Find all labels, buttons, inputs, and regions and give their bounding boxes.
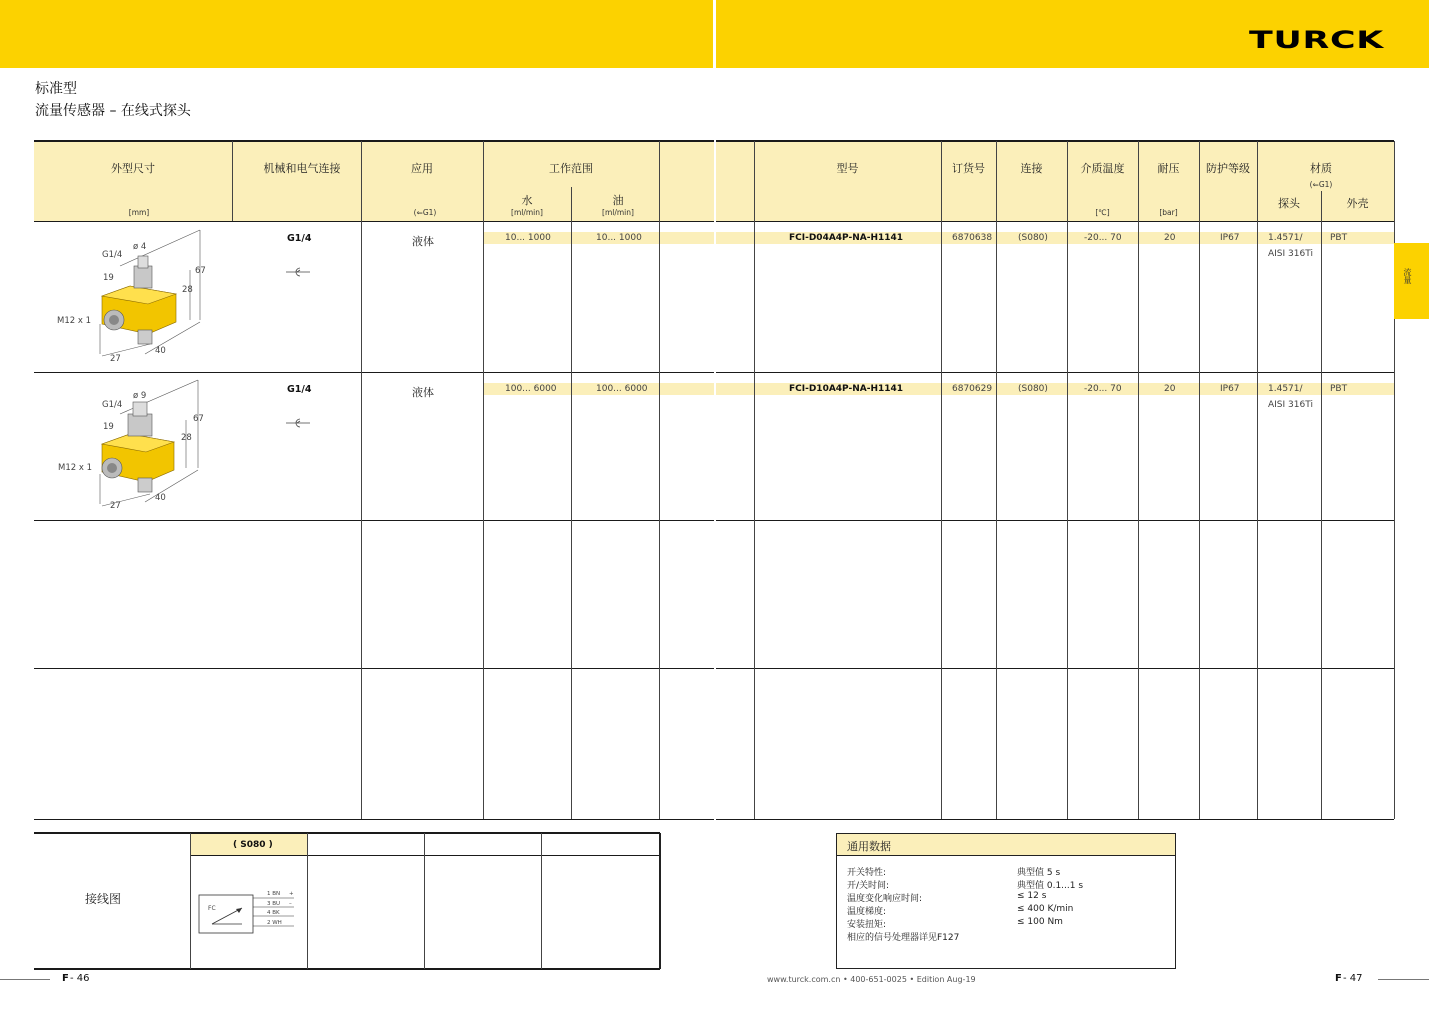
- row2-model: FCI-D10A4P-NA-H1141: [789, 384, 904, 394]
- gd-key-2: 温度变化响应时间:: [847, 894, 923, 904]
- col-divider: [996, 141, 997, 819]
- row1-order: 6870638: [952, 233, 993, 243]
- row2-water: 100... 6000: [505, 384, 557, 394]
- rule: [34, 668, 714, 669]
- general-data-title: 通用数据: [847, 840, 891, 853]
- rule: [34, 372, 714, 373]
- row1-thread: G1/4: [287, 233, 312, 244]
- dim-d-1: ø 4: [133, 242, 147, 252]
- col-divider: [1199, 141, 1200, 819]
- header-application-sub: (⇐G1): [413, 208, 437, 217]
- page-subtitle: 流量传感器 – 在线式探头: [35, 103, 191, 119]
- col-divider: [424, 833, 425, 969]
- header-material-sub: (⇐G1): [1309, 180, 1333, 189]
- col-divider: [571, 187, 572, 819]
- header-range: 工作范围: [549, 162, 593, 175]
- col-divider: [483, 141, 484, 819]
- gd-key-4: 安装扭矩:: [847, 920, 887, 930]
- wiring-pin-2: 2 WH: [267, 920, 282, 926]
- dim-a-1: 19: [103, 273, 114, 283]
- footer-right-prefix: F: [1335, 973, 1342, 984]
- rule: [34, 832, 660, 834]
- header-connection: 机械和电气连接: [263, 162, 341, 175]
- rule: [716, 221, 1394, 222]
- col-divider: [1321, 191, 1322, 819]
- dim-h1-2: 67: [193, 414, 204, 424]
- row1-probe2: AISI 316Ti: [1268, 249, 1313, 259]
- row1-oil: 10... 1000: [596, 233, 642, 243]
- dim-g-2: G1/4: [102, 400, 123, 410]
- wiring-code: ( S080 ): [233, 840, 273, 850]
- footer-url: www.turck.com.cn • 400-651-0025 • Edition Aug-19: [767, 975, 976, 984]
- rule: [716, 520, 1394, 521]
- header-dimensions-unit: [mm]: [128, 208, 150, 217]
- row2-probe2: AISI 316Ti: [1268, 400, 1313, 410]
- turck-logo: TURCK: [1249, 26, 1384, 54]
- row1-app: 液体: [412, 235, 434, 248]
- row2-app: 液体: [412, 386, 434, 399]
- wiring-pin-3-sign: –: [289, 901, 292, 907]
- header-order: 订货号: [952, 162, 985, 175]
- col-divider: [1067, 141, 1068, 819]
- rule: [34, 968, 660, 970]
- header-water: 水: [521, 194, 533, 207]
- gd-key-1: 开/关时间:: [847, 881, 890, 891]
- header-application: 应用: [411, 162, 433, 175]
- row2-thread: G1/4: [287, 384, 312, 395]
- row2-housing: PBT: [1330, 384, 1348, 394]
- dim-w1-2: 27: [110, 501, 121, 511]
- col-divider: [541, 833, 542, 969]
- dim-w1-1: 27: [110, 354, 121, 364]
- header-oil: 油: [612, 194, 624, 207]
- footer-rule: [1378, 979, 1429, 980]
- dim-g-1: G1/4: [102, 250, 123, 260]
- dim-w2-2: 40: [155, 493, 166, 503]
- dim-w2-1: 40: [155, 346, 166, 356]
- side-tab-label: 流量: [1403, 268, 1412, 284]
- dim-d-2: ø 9: [133, 391, 147, 401]
- col-divider: [1257, 141, 1258, 819]
- page-title: 标准型: [35, 81, 77, 97]
- header-pressure-unit: [bar]: [1159, 208, 1178, 217]
- gd-val-2: ≤ 12 s: [1017, 891, 1047, 901]
- header-oil-unit: [ml/min]: [602, 208, 634, 217]
- wiring-fc: FC: [208, 905, 216, 912]
- wiring-pin-1-sign: +: [289, 891, 294, 897]
- rule: [190, 855, 660, 856]
- row2-conn: (S080): [1018, 384, 1048, 394]
- col-divider: [754, 141, 755, 819]
- col-divider: [659, 833, 661, 969]
- rule: [716, 140, 1394, 142]
- rule: [34, 520, 714, 521]
- rule: [34, 221, 714, 222]
- header-temp-unit: [℃]: [1095, 208, 1110, 217]
- col-divider: [659, 141, 660, 819]
- dim-a-2: 19: [103, 422, 114, 432]
- rule: [716, 668, 1394, 669]
- wiring-label: 接线图: [85, 892, 122, 906]
- row1-ip: IP67: [1220, 233, 1240, 243]
- rule: [34, 819, 714, 820]
- row1-model: FCI-D04A4P-NA-H1141: [789, 233, 904, 243]
- footer-left-page: - 46: [70, 973, 90, 984]
- header-water-unit: [ml/min]: [511, 208, 543, 217]
- gd-key-3: 温度梯度:: [847, 907, 887, 917]
- rule: [716, 372, 1394, 373]
- header-protection: 防护等级: [1206, 162, 1250, 175]
- wiring-pin-4: 4 BK: [267, 910, 280, 916]
- gd-val-3: ≤ 400 K/min: [1017, 904, 1074, 914]
- col-divider: [190, 833, 191, 969]
- col-divider: [1138, 141, 1139, 819]
- flow-symbol-icon: [286, 263, 310, 282]
- dim-m-1: M12 x 1: [57, 316, 91, 326]
- header-housing: 外壳: [1346, 197, 1369, 210]
- row2-temp: -20... 70: [1084, 384, 1122, 394]
- footer-rule: [0, 979, 50, 980]
- col-divider: [307, 833, 308, 969]
- row1-temp: -20... 70: [1084, 233, 1122, 243]
- header-temp: 介质温度: [1080, 162, 1125, 175]
- wiring-pin-1: 1 BN: [267, 891, 281, 897]
- dim-h1-1: 67: [195, 266, 206, 276]
- dim-m-2: M12 x 1: [58, 463, 92, 473]
- gd-val-1: 典型值 0.1...1 s: [1017, 881, 1084, 891]
- row2-oil: 100... 6000: [596, 384, 648, 394]
- flow-symbol-icon: [286, 414, 310, 433]
- row1-water: 10... 1000: [505, 233, 551, 243]
- gd-key-5: 相应的信号处理器详见F127: [847, 933, 960, 943]
- gd-val-4: ≤ 100 Nm: [1017, 917, 1063, 927]
- row2-pressure: 20: [1164, 384, 1176, 394]
- dim-h2-2: 28: [181, 433, 192, 443]
- top-band-left: [0, 0, 713, 68]
- dim-h2-1: 28: [182, 285, 193, 295]
- row2-probe1: 1.4571/: [1268, 384, 1303, 394]
- gd-val-0: 典型值 5 s: [1017, 868, 1061, 878]
- row2-ip: IP67: [1220, 384, 1240, 394]
- rule: [716, 819, 1394, 820]
- col-divider: [361, 141, 362, 819]
- wiring-diagram: [198, 890, 298, 940]
- gd-key-0: 开关特性:: [847, 868, 887, 878]
- header-pressure: 耐压: [1157, 162, 1180, 175]
- row1-housing: PBT: [1330, 233, 1348, 243]
- header-material: 材质: [1310, 162, 1332, 175]
- row1-pressure: 20: [1164, 233, 1176, 243]
- rule: [34, 140, 714, 142]
- col-divider: [941, 141, 942, 819]
- header-probe: 探头: [1278, 197, 1300, 210]
- wiring-pin-3: 3 BU: [267, 901, 281, 907]
- header-model: 型号: [836, 162, 859, 175]
- footer-right-page: - 47: [1343, 973, 1363, 984]
- row2-order: 6870629: [952, 384, 993, 394]
- header-conn2: 连接: [1020, 162, 1043, 175]
- row1-probe1: 1.4571/: [1268, 233, 1303, 243]
- header-dimensions: 外型尺寸: [111, 162, 155, 175]
- footer-left-prefix: F: [62, 973, 69, 984]
- row1-conn: (S080): [1018, 233, 1048, 243]
